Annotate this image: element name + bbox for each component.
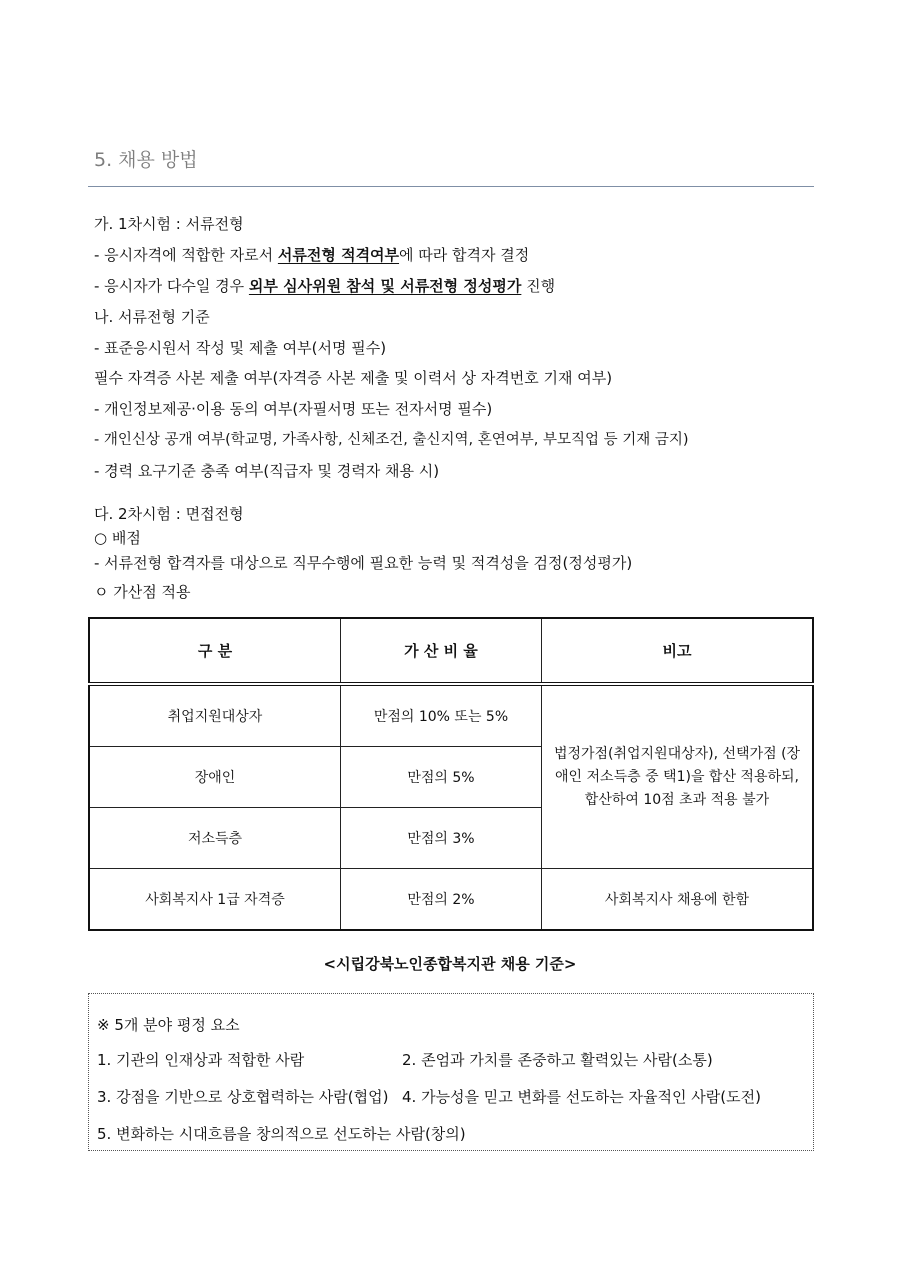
criteria-item: 필수 자격증 사본 제출 여부(자격증 사본 제출 및 이력서 상 자격번호 기재 여부) bbox=[94, 369, 613, 387]
cell-ratio: 만점의 5% bbox=[341, 747, 542, 808]
cell-merged-note: 법정가점(취업지원대상자), 선택가점 (장애인 저소득층 중 택1)을 합산 적용하되, 합산하여 10점 초과 적용 불가 bbox=[542, 684, 814, 869]
factor-item: 1. 기관의 인재상과 적합한 사람 bbox=[97, 1051, 305, 1069]
header-category: 구 분 bbox=[89, 618, 341, 684]
factor-item: 5. 변화하는 시대흐름을 창의적으로 선도하는 사람(창의) bbox=[97, 1125, 466, 1143]
box-title: ※ 5개 분야 평정 요소 bbox=[97, 1016, 240, 1034]
scoring-bullet: ○ 배점 bbox=[94, 529, 141, 547]
first-exam-line-1 bbox=[94, 245, 529, 265]
header-note: 비고 bbox=[542, 618, 814, 684]
emphasis-text: 외부 심사위원 참석 및 서류전형 정성평가 bbox=[248, 277, 522, 295]
factor-item: 2. 존엄과 가치를 존중하고 활력있는 사람(소통) bbox=[402, 1051, 713, 1069]
first-exam-line-2 bbox=[94, 276, 555, 296]
evaluation-factors-box bbox=[88, 993, 814, 1151]
table-row bbox=[89, 869, 813, 931]
section-title: 5. 채용 방법 bbox=[94, 149, 198, 171]
text: 에 따라 합격자 결정 bbox=[399, 246, 530, 264]
criteria-item: - 표준응시원서 작성 및 제출 여부(서명 필수) bbox=[94, 339, 387, 357]
cell-ratio: 만점의 10% 또는 5% bbox=[341, 684, 542, 747]
document-criteria-heading: 나. 서류전형 기준 bbox=[94, 308, 210, 326]
first-exam-heading: 가. 1차시험 : 서류전형 bbox=[94, 215, 244, 233]
cell-category: 사회복지사 1급 자격증 bbox=[89, 869, 341, 931]
criteria-item: - 개인신상 공개 여부(학교명, 가족사항, 신체조건, 출신지역, 혼연여부, 부모직업 등 기재 금지) bbox=[94, 432, 689, 448]
table-row bbox=[89, 684, 813, 747]
criteria-item: - 경력 요구기준 충족 여부(직급자 및 경력자 채용 시) bbox=[94, 462, 440, 480]
text: - 응시자가 다수일 경우 bbox=[94, 277, 249, 295]
second-exam-heading: 다. 2차시험 : 면접전형 bbox=[94, 505, 244, 523]
cell-ratio: 만점의 2% bbox=[341, 869, 542, 931]
text: 진행 bbox=[521, 277, 556, 295]
interview-line: - 서류전형 합격자를 대상으로 직무수행에 필요한 능력 및 적격성을 검정(정성평가) bbox=[94, 554, 633, 572]
cell-category: 취업지원대상자 bbox=[89, 684, 341, 747]
table-header-row bbox=[89, 618, 813, 684]
emphasis-text: 서류전형 적격여부 bbox=[277, 246, 400, 264]
table-caption: <시립강북노인종합복지관 채용 기준> bbox=[323, 955, 577, 973]
bonus-points-table bbox=[88, 617, 814, 931]
title-divider bbox=[88, 186, 814, 187]
factor-item: 3. 강점을 기반으로 상호협력하는 사람(협업) bbox=[97, 1088, 389, 1106]
cell-category: 저소득층 bbox=[89, 808, 341, 869]
cell-ratio: 만점의 3% bbox=[341, 808, 542, 869]
factor-item: 4. 가능성을 믿고 변화를 선도하는 자율적인 사람(도전) bbox=[402, 1088, 761, 1106]
cell-category: 장애인 bbox=[89, 747, 341, 808]
bonus-points-bullet: ㅇ 가산점 적용 bbox=[94, 583, 191, 601]
cell-note: 사회복지사 채용에 한함 bbox=[542, 869, 814, 931]
header-ratio: 가 산 비 율 bbox=[341, 618, 542, 684]
text: - 응시자격에 적합한 자로서 bbox=[94, 246, 278, 264]
criteria-item: - 개인정보제공·이용 동의 여부(자필서명 또는 전자서명 필수) bbox=[94, 400, 493, 418]
